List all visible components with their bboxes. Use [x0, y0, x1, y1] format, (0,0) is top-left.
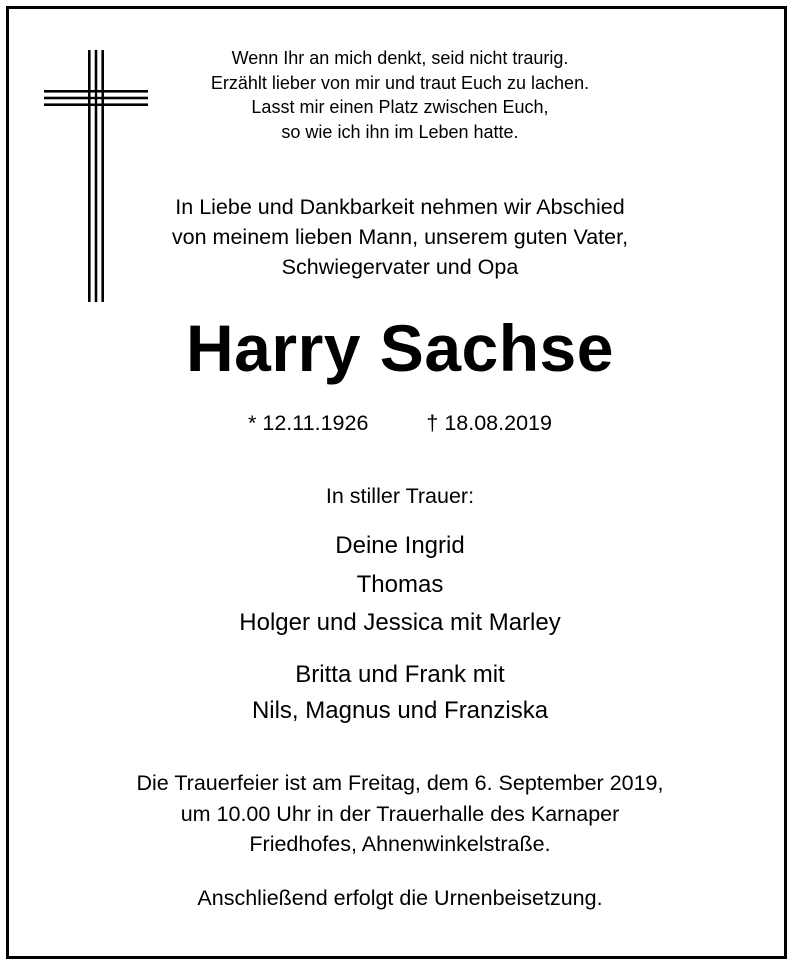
urn-burial-note: Anschließend erfolgt die Urnenbeisetzung.: [197, 886, 603, 910]
birth-date: * 12.11.1926: [248, 411, 369, 435]
funeral-info: [0, 768, 800, 860]
poem-line: so wie ich ihn im Leben hatte.: [281, 121, 519, 142]
poem-line: Lasst mir einen Platz zwischen Euch,: [251, 97, 549, 117]
poem-line: Wenn Ihr an mich denkt, seid nicht traurig.: [231, 48, 569, 68]
deceased-name: Harry Sachse: [186, 311, 614, 385]
intro-line: In Liebe und Dankbarkeit nehmen wir Abschied: [175, 195, 625, 219]
intro-line: Schwiegervater und Opa: [281, 255, 519, 279]
poem-line: Erzählt lieber von mir und traut Euch zu lachen.: [210, 72, 590, 93]
mourners-group-2: [0, 657, 800, 729]
funeral-line: Die Trauerfeier ist am Freitag, dem 6. September 2019,: [136, 771, 664, 795]
mourner-line: Nils, Magnus und Franziska: [251, 697, 549, 724]
funeral-line: Friedhofes, Ahnenwinkelstraße.: [249, 832, 551, 856]
poem: [0, 46, 800, 144]
mourners-group-1: [0, 527, 800, 643]
funeral-line: um 10.00 Uhr in der Trauerhalle des Karnaper: [180, 801, 620, 826]
mourner-line: Thomas: [356, 570, 444, 598]
farewell-intro: [0, 192, 800, 282]
mourner-line: Holger und Jessica mit Marley: [239, 609, 561, 636]
mourner-line: Deine Ingrid: [335, 532, 465, 559]
death-date: † 18.08.2019: [426, 411, 552, 435]
intro-line: von meinem lieben Mann, unserem guten Vater,: [171, 225, 629, 249]
life-dates: [0, 408, 800, 438]
mourning-label: In stiller Trauer:: [325, 484, 475, 508]
mourner-line: Britta und Frank mit: [295, 661, 505, 688]
